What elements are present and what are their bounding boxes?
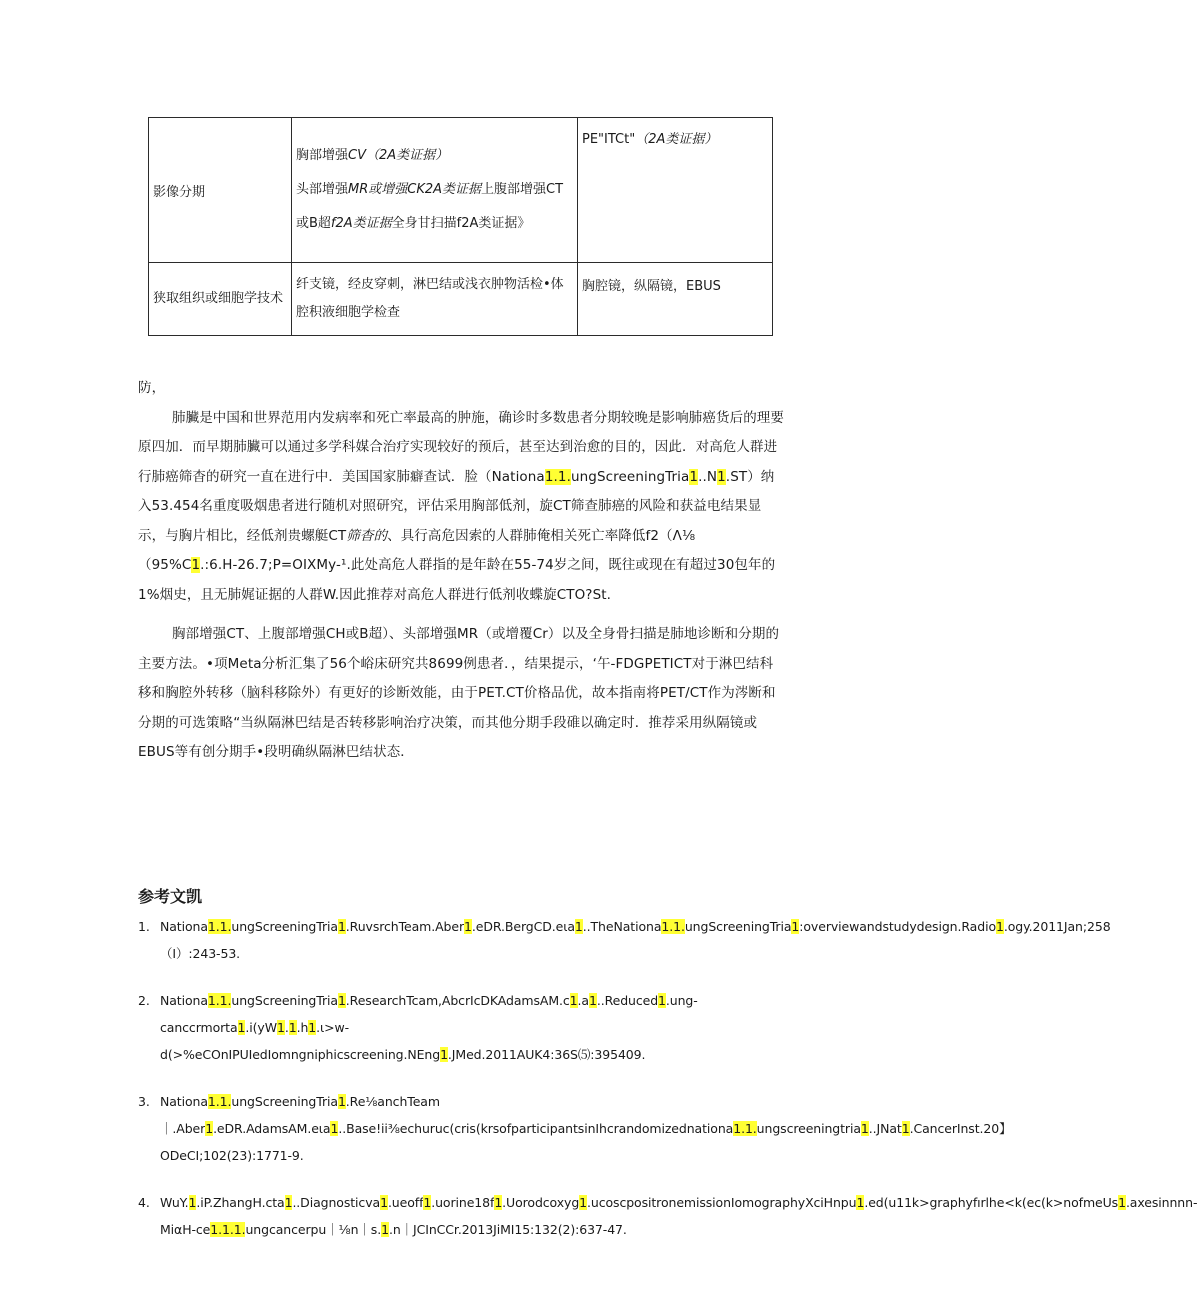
references-heading: 参考文凯: [138, 887, 203, 906]
reference-text-segment: ungscreeningtria: [756, 1121, 861, 1136]
reference-text: [160, 913, 1111, 967]
highlighted-text: 1: [205, 1121, 214, 1136]
imaging-methods-cell: [292, 118, 578, 263]
reference-text-segment: .RuvsrchTeam.Aber: [345, 919, 465, 934]
reference-text-segment: ..Base!ii⅜echuruc(cris(krsofparticipantsinIhcrandomizednationa: [338, 1121, 734, 1136]
reference-text-segment: .axesinnnn-MiαH-ce: [160, 1195, 1197, 1237]
highlighted-text: 1: [277, 1020, 285, 1035]
imaging-line-3: 或B超f2A类证据全身甘扫描f2A类证据》: [296, 216, 531, 231]
reference-text-segment: Nationa: [160, 993, 208, 1008]
reference-text-segment: ..TheNationa: [582, 919, 662, 934]
reference-text-segment: ..Reduced: [596, 993, 659, 1008]
reference-text: [160, 987, 788, 1068]
reference-text-segment: ..Diagnosticva: [292, 1195, 381, 1210]
reference-text-segment: .Uorodcoxyg: [502, 1195, 580, 1210]
highlighted-text: 1.1.: [661, 919, 685, 934]
reference-text-segment: ungScreeningTria: [231, 919, 338, 934]
highlighted-text: 1: [574, 919, 583, 934]
row-label-imaging: 影像分期: [149, 118, 292, 263]
highlighted-text: 1: [494, 1195, 503, 1210]
highlighted-text: 1: [380, 1195, 388, 1210]
paragraph-3: 胸部增强CT、上腹部增强CH或B超）、头部增强MR（或增覆Cr）以及全身骨扫描是肺地诊断和分期的主要方法。•项Meta分析汇集了56个峪床研究共8699例患者．，结果提示，‘午-FDGPETICT对于淋巴结科移和胸腔外转移（脑科移除外）有更好的诊断效能，由于PET.CT价格品优，故本指南将PET/CT作为涔断和分期的可选策略“当纵隔淋巴结是否转移影响治疗决策，而其他分期手段碓以确定时．推荐采用纵隔镜或EBUS等有创分期手•段明确纵隔淋巴结状态．: [138, 626, 780, 760]
highlighted-text: 1: [856, 1195, 865, 1210]
imaging-line-1: 胸部增强CV（2A类证据）: [296, 148, 449, 163]
highlighted-text: 1.1.: [207, 919, 232, 934]
reference-text-segment: Nationa: [160, 1094, 208, 1109]
highlighted-text: 1: [423, 1195, 432, 1210]
highlighted-text: 1: [188, 1195, 197, 1210]
reference-text-segment: .ucoscpositronemissionIomographyXciHnpu: [587, 1195, 857, 1210]
highlighted-text: 1: [658, 993, 666, 1008]
reference-text-segment: :overviewandstudydesign.Radio: [799, 919, 996, 934]
reference-number: 2.: [138, 993, 150, 1008]
highlighted-text: 1: [381, 1222, 389, 1237]
reference-text-segment: ungcancerpu｜⅛n｜s.: [245, 1222, 382, 1237]
reference-text-segment: WuY.: [160, 1195, 189, 1210]
reference-text-segment: .JMed.2011AUK4:36S⑸:395409.: [447, 1047, 646, 1062]
imaging-line-2: 头部增强MR或增强CK2A类证据上腹部增强CT: [296, 182, 564, 197]
table-row-tissue: [149, 263, 773, 336]
reference-text-segment: .ueoff: [387, 1195, 424, 1210]
reference-text-segment: .n｜JCInCCr.2013JiMI15:132(2):637-47.: [388, 1222, 627, 1237]
staging-table: [148, 117, 773, 336]
reference-text-segment: .a: [577, 993, 589, 1008]
reference-text-segment: .Re⅛anchTeam｜.Aber: [160, 1094, 440, 1136]
highlighted-text: 1: [337, 1094, 346, 1109]
reference-text-segment: .ed(u11k>graphyfırlhe<k(ec(k>nofmeUs: [864, 1195, 1119, 1210]
highlighted-text: 1: [288, 1020, 297, 1035]
reference-text-segment: ..JNat: [868, 1121, 902, 1136]
highlighted-text: 1: [996, 919, 1004, 934]
row-label-tissue: 狭取组织或细胞学技术: [149, 263, 292, 336]
reference-text-segment: .ι>w-d(>%eCOnIPUIedIomngniphicscreening.NEng: [160, 1020, 441, 1062]
tissue-optional-cell: 胸腔镜，纵隔镜，EBUS: [578, 263, 773, 336]
reference-text-segment: .ogy.2011Jan;258（I）:243-53.: [160, 919, 1111, 961]
reference-item: [138, 1088, 1012, 1169]
reference-text-segment: .iP.ZhangH.cta: [196, 1195, 285, 1210]
reference-text-segment: ungScreeningTria: [231, 993, 338, 1008]
highlighted-text: 1: [308, 1020, 317, 1035]
highlighted-text: 1.1.: [733, 1121, 757, 1136]
highlighted-text: 1: [588, 993, 597, 1008]
reference-text: [160, 1189, 1197, 1243]
reference-text-segment: Nationa: [160, 919, 208, 934]
reference-text-segment: .eDR.BergCD.eιa: [471, 919, 575, 934]
highlighted-text: 1: [237, 1020, 246, 1035]
reference-text-segment: .ResearchTcam,AbcrIcDKAdamsAM.c: [345, 993, 570, 1008]
body-text: [138, 374, 786, 768]
reference-text-segment: ungScreeningTria: [231, 1094, 338, 1109]
tissue-methods-cell: 纤支镜，经皮穿刺，淋巴结或浅衣肿物活检•体腔积液细胞学检查: [292, 263, 578, 336]
highlighted-text: 1.1.: [207, 993, 232, 1008]
highlighted-text: 1.1.1.: [210, 1222, 246, 1237]
highlighted-text: 1: [1118, 1195, 1126, 1210]
reference-text-segment: .eDR.AdamsAM.eιa: [213, 1121, 331, 1136]
highlighted-text: 1: [860, 1121, 869, 1136]
reference-text-segment: .uorine18f: [431, 1195, 495, 1210]
reference-number: 1.: [138, 919, 150, 934]
highlighted-text: 1: [330, 1121, 339, 1136]
table-row-imaging: [149, 118, 773, 263]
reference-item: [138, 1189, 1197, 1243]
highlighted-text: 1: [284, 1195, 293, 1210]
highlighted-text: 1: [901, 1121, 910, 1136]
reference-text-segment: ungScreeningTria: [684, 919, 792, 934]
highlighted-text: 1: [464, 919, 472, 934]
highlighted-text: 1: [337, 993, 346, 1008]
reference-number: 4.: [138, 1195, 150, 1210]
reference-item: [138, 987, 788, 1068]
highlighted-text: 1: [791, 919, 800, 934]
references-list: [138, 913, 1197, 1263]
highlighted-text: 1: [337, 919, 346, 934]
highlighted-text: 1.1.: [207, 1094, 232, 1109]
reference-text-segment: .CancerInst.20】ODeCI;102(23):1771-9.: [160, 1121, 1012, 1163]
reference-item: [138, 913, 1111, 967]
paragraph-1: 防，: [138, 380, 166, 396]
reference-text-segment: .h: [296, 1020, 309, 1035]
reference-text: [160, 1088, 1011, 1169]
reference-text-segment: .ung-canccrmorta: [160, 993, 698, 1035]
highlighted-text: 1: [569, 993, 578, 1008]
paragraph-2: 肺臟是中国和世界范用内发病率和死亡率最高的肿施，确诊时多数患者分期较晚是影响肺癌货后的理要原四加．而早期肺臟可以通过多学科媒合治疗实现较好的预后，甚至达到治愈的目的，因此．对高危人群进行肺癌筛杳的研究一直在进行中．美国国家肺癖查试．脸（Nationa1.1.ungScreeningTria1..N1.ST）纳入53.454名重度吸烟患者进行随机对照研究，评估采用胸部低剂，旋CT筛查肺癌的风险和获益电结果显示，与胸片相比，经低剂贵螺艇CT筛杳的、具行高危因索的人群肺俺相关死亡率降低f2（Λ⅛（95%C1.:6.H-26.7;P=OIXMy-¹.此处高危人群指的是年龄在55-74岁之间，既往或现在有超过30包年的1%烟史，且无肺娓证据的人群W.因此推荐对高危人群进行低剂收蝶旋CTO?St.: [138, 409, 784, 603]
reference-text-segment: .i(yW: [245, 1020, 277, 1035]
reference-text-segment: .: [284, 1020, 289, 1035]
imaging-optional-cell: PE"ITCt"（2A类证据）: [578, 118, 773, 263]
highlighted-text: 1: [579, 1195, 588, 1210]
reference-number: 3.: [138, 1094, 150, 1109]
highlighted-text: 1: [440, 1047, 448, 1062]
